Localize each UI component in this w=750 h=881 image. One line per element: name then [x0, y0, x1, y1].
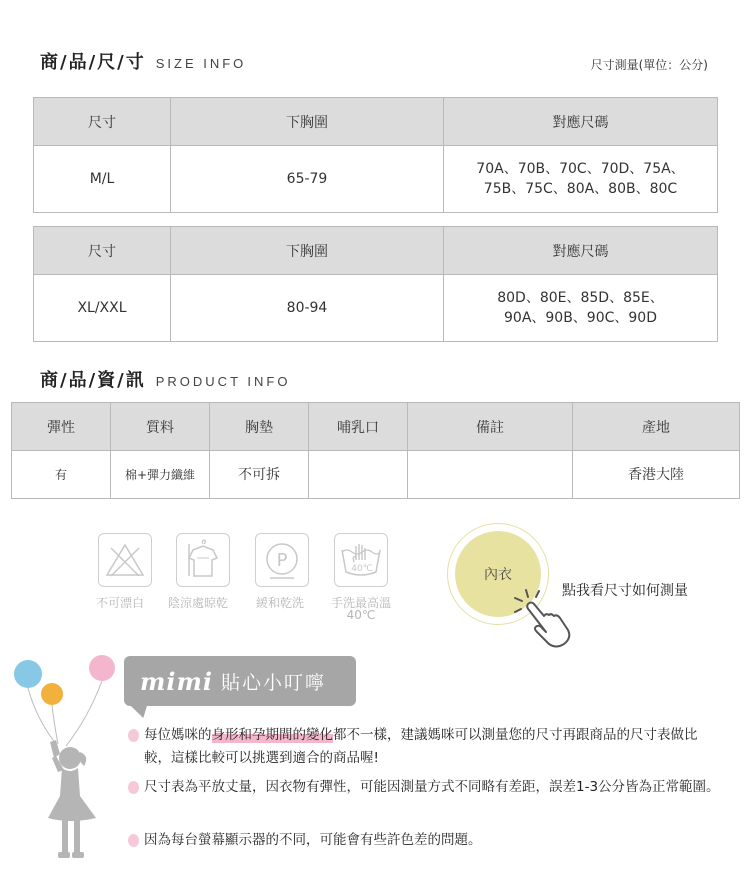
measure-guide-link[interactable]: 點我看尺寸如何測量	[562, 583, 688, 599]
table-row	[34, 146, 718, 213]
hand-wash-icon	[334, 533, 388, 587]
cell-cup	[444, 146, 718, 213]
size-table-ml	[33, 97, 718, 213]
unit-note: 尺寸測量(單位：公分)	[590, 58, 708, 72]
tip-item	[128, 724, 724, 770]
cell-origin: 香港大陸	[573, 451, 740, 499]
tip-text: 尺寸表為平放丈量，因衣物有彈性，可能因測量方式不同略有差距，誤差1-3公分皆為正常範圍。	[144, 779, 720, 795]
blue-balloon	[14, 660, 42, 688]
hand-wash-temp: 40℃	[346, 608, 376, 622]
care-label-no-bleach: 不可漂白	[96, 596, 145, 610]
p-letter: P	[276, 550, 288, 571]
cell-underbust: 65-79	[171, 146, 444, 213]
no-bleach-icon	[98, 533, 152, 587]
table-row	[12, 451, 740, 499]
table-header-row	[34, 227, 718, 275]
care-label-dry-shade: 陰涼處晾乾	[168, 596, 229, 610]
size-title-en: SIZE INFO	[155, 56, 247, 71]
tip-bubble	[124, 656, 356, 706]
cell-size: M/L	[34, 146, 171, 213]
size-section-title	[40, 48, 246, 74]
table-row	[34, 275, 718, 342]
dry-in-shade-icon	[176, 533, 230, 587]
header-elasticity: 彈性	[12, 403, 111, 451]
cup-line: 70A、70B、70C、70D、75A、	[476, 161, 685, 177]
bullet-dot	[128, 834, 139, 847]
header-underbust: 下胸圍	[171, 98, 444, 146]
temp-badge: 40℃	[351, 564, 373, 574]
cell-underbust: 80-94	[171, 275, 444, 342]
cup-line: 90A、90B、90C、90D	[504, 310, 657, 326]
header-cup: 對應尺碼	[444, 98, 718, 146]
tip-text-part: 每位媽咪的	[144, 727, 212, 743]
orange-balloon	[41, 683, 63, 705]
gentle-dry-clean-icon	[255, 533, 309, 587]
measure-circle-label: 內衣	[484, 567, 512, 583]
pink-balloon	[89, 655, 115, 681]
bullet-dot	[128, 781, 139, 794]
hand-wash-label: 手洗最高溫	[330, 596, 391, 610]
header-size: 尺寸	[34, 98, 171, 146]
cell-size: XL/XXL	[34, 275, 171, 342]
cell-cup	[444, 275, 718, 342]
brand-logo: mimi	[140, 666, 214, 696]
cup-line: 75B、75C、80A、80B、80C	[483, 181, 678, 197]
balloons-girl-illustration	[8, 648, 128, 880]
tip-highlight: 身形和孕期間的變化	[211, 727, 333, 743]
product-info-table	[11, 402, 740, 499]
table-header-row	[12, 403, 740, 451]
cup-line: 80D、80E、85D、85E、	[497, 290, 664, 306]
header-pad: 胸墊	[210, 403, 309, 451]
tip-text: 因為每台螢幕顯示器的不同，可能會有些許色差的問題。	[144, 832, 482, 848]
size-table-xl	[33, 226, 718, 342]
cell-elasticity: 有	[12, 451, 111, 499]
header-note: 備註	[408, 403, 573, 451]
header-underbust: 下胸圍	[171, 227, 444, 275]
header-size: 尺寸	[34, 227, 171, 275]
girl-silhouette	[48, 740, 96, 858]
cell-note	[408, 451, 573, 499]
size-title-zh: 商/品/尺/寸	[40, 52, 146, 73]
product-title-en: PRODUCT INFO	[155, 374, 291, 389]
header-nursing: 哺乳口	[309, 403, 408, 451]
header-cup: 對應尺碼	[444, 227, 718, 275]
product-title-zh: 商/品/資/訊	[40, 370, 146, 391]
tip-text	[128, 724, 724, 770]
tip-text-part: 都不一樣，建議媽咪可以測量您的尺寸再跟商品的尺寸表做比較，這樣比較可以挑選到適合的商品喔!	[144, 727, 698, 766]
cell-nursing	[309, 451, 408, 499]
care-label-hand-wash	[328, 594, 394, 622]
tip-title: 貼心小叮嚀	[221, 671, 327, 694]
header-material: 質料	[111, 403, 210, 451]
cell-material: 棉+彈力纖維	[111, 451, 210, 499]
header-origin: 產地	[573, 403, 740, 451]
bullet-dot	[128, 729, 139, 742]
table-header-row	[34, 98, 718, 146]
care-label-dry-clean: 緩和乾洗	[256, 596, 305, 610]
tip-item	[128, 829, 724, 852]
cell-pad: 不可拆	[210, 451, 309, 499]
tip-item	[128, 776, 724, 799]
product-section-title	[40, 366, 290, 392]
